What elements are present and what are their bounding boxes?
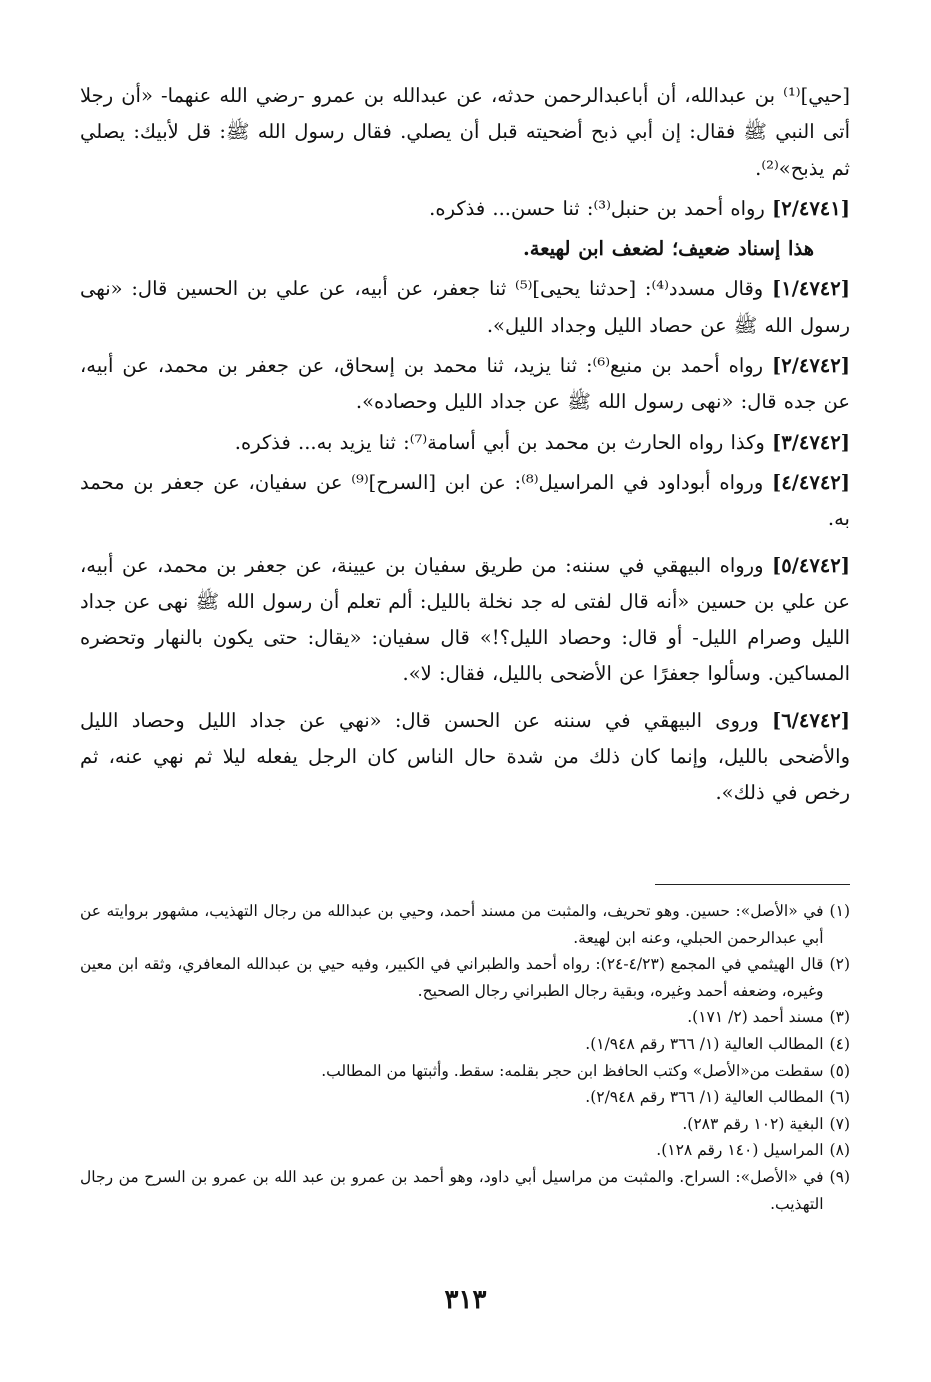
paragraph-text: هذا إسناد ضعيف؛ لضعف ابن لهيعة. — [523, 237, 814, 261]
footnote-text: المراسيل (١٤٠ رقم ١٢٨). — [656, 1141, 824, 1160]
footnote-text: في «الأصل»: حسين. وهو تحريف، والمثبت من مسند أحمد، وحيي بن عبدالله من رجال التهذيب، مشهور بروايته عن أبي عبدالرحمن الحبلي، وعنه ابن لهيعة. — [80, 902, 824, 947]
footnote-number: (٤) — [829, 1034, 850, 1053]
footnote-3 — [80, 1004, 850, 1031]
footnote-text: البغية (١٠٢ رقم ٢٨٣). — [682, 1114, 824, 1133]
hadith-ref: [٣/٤٧٤٢] — [772, 430, 850, 454]
paragraph-2-4742 — [80, 348, 850, 421]
main-text — [80, 78, 850, 812]
paragraph-text: وروى البيهقي في سننه عن الحسن قال: «نهي عن جداد الليل وحصاد الليل والأضحى بالليل، وإنما كان ذلك من شدة حال الناس كان الرجل يفعله ليلا ثم نهي عنه، ثم رخص في ذلك». — [80, 708, 850, 805]
footnote-text: سقطت من«الأصل» وكتب الحافظ ابن حجر بقلمه: سقط. وأثبتها من المطالب. — [321, 1061, 824, 1080]
paragraph-text: رواه أحمد بن حنبل⁽³⁾: ثنا حسن... فذكره. — [429, 196, 765, 220]
paragraph-5-4742 — [80, 548, 850, 693]
footnote-5 — [80, 1058, 850, 1085]
footnote-number: (٩) — [829, 1167, 850, 1186]
footnote-text: مسند أحمد (٢/ ١٧١). — [687, 1008, 824, 1027]
footnote-9 — [80, 1164, 850, 1217]
footnote-text: قال الهيثمي في المجمع (٤/٢٣-٢٤): رواه أحمد والطبراني في الكبير، وفيه حيي بن عبدالله المعافري، وثقه ابن معين وغيره، وضعفه أحمد وغيره، وبقية رجال الطبراني رجال الصحيح. — [80, 955, 824, 1000]
paragraph-text: رواه أحمد بن منيع⁽⁶⁾: ثنا يزيد، ثنا محمد بن إسحاق، عن جعفر بن محمد، عن أبيه، عن جده قال: «نهى رسول الله ﷺ عن جداد الليل وحصاده». — [80, 354, 850, 414]
footnote-2 — [80, 951, 850, 1004]
paragraph-text: ورواه أبوداود في المراسيل⁽⁸⁾: عن ابن [السرح]⁽⁹⁾ عن سفيان، عن جعفر بن محمد به. — [80, 470, 850, 531]
hadith-ref: [٤/٤٧٤٢] — [772, 470, 851, 494]
footnote-number: (٣) — [829, 1008, 850, 1027]
paragraph-text: وقال مسدد⁽⁴⁾: [حدثنا يحيى]⁽⁵⁾ ثنا جعفر، عن أبيه، عن علي بن الحسين قال: «نهى رسول الله ﷺ عن حصاد الليل وجداد الليل». — [80, 277, 850, 337]
footnote-number: (٦) — [829, 1088, 850, 1107]
paragraph-6-4742 — [80, 703, 850, 812]
footnote-8 — [80, 1137, 850, 1164]
footnote-divider — [655, 884, 850, 885]
page-number: ٣١٣ — [444, 1285, 487, 1315]
footnote-1 — [80, 898, 850, 951]
footnote-number: (٧) — [829, 1114, 850, 1133]
paragraph-text: [حيي]⁽¹⁾ بن عبدالله، أن أباعبدالرحمن حدثه، عن عبدالله بن عمرو -رضي الله عنهما- «أن رجلا أتى النبي ﷺ فقال: إن أبي ذبح أضحيته قبل أن يصلي. فقال رسول الله ﷺ: قل لأبيك: يصلي ثم يذبح»⁽²⁾. — [80, 84, 850, 180]
paragraph-text: ورواه البيهقي في سننه: من طريق سفيان بن عيينة، عن جعفر بن محمد، عن أبيه، عن علي بن حسين «أنه قال لفتى له جد نخلة بالليل: ألم تعلم أن رسول الله ﷺ نهى عن جداد الليل وصرام الليل- أو قال: وحصاد الليل؟!» قال سفيان: «يقال: حتى يكون بالنهار وتحضره المساكين. وسألوا جعفرًا عن الأضحى بالليل، فقال: لا». — [80, 553, 850, 686]
footnote-number: (٢) — [829, 955, 850, 974]
hadith-ref: [٢/٤٧٤١] — [772, 196, 850, 220]
hadith-ref: [٥/٤٧٤٢] — [772, 553, 850, 577]
footnotes — [80, 898, 850, 1217]
paragraph-continuation — [80, 78, 850, 187]
footnote-7 — [80, 1111, 850, 1138]
footnote-4 — [80, 1031, 850, 1058]
paragraph-2-4741 — [80, 191, 850, 227]
hadith-ref: [١/٤٧٤٢] — [772, 277, 850, 301]
footnote-text: المطالب العالية (١/ ٣٦٦ رقم ١/٩٤٨). — [585, 1034, 824, 1053]
footnote-number: (٥) — [829, 1061, 850, 1080]
paragraph-3-4742 — [80, 425, 850, 461]
paragraph-4-4742 — [80, 465, 850, 538]
footnote-text: في «الأصل»: السراح. والمثبت من مراسيل أبي داود، وهو أحمد بن عمرو بن عبد الله بن عمرو بن السرح من رجال التهذيب. — [80, 1167, 824, 1213]
hadith-ref: [٦/٤٧٤٢] — [772, 708, 851, 732]
footnote-6 — [80, 1084, 850, 1111]
hadith-ref: [٢/٤٧٤٢] — [772, 354, 850, 378]
footnote-text: المطالب العالية (١/ ٣٦٦ رقم ٢/٩٤٨). — [585, 1088, 824, 1107]
paragraph-text: وكذا رواه الحارث بن محمد بن أبي أسامة⁽⁷⁾: ثنا يزيد به... فذكره. — [234, 430, 765, 454]
paragraph-isnad-grade — [80, 231, 850, 267]
footnote-number: (١) — [829, 902, 850, 920]
footnote-number: (٨) — [829, 1141, 850, 1160]
paragraph-1-4742 — [80, 271, 850, 344]
page-body — [80, 78, 851, 1213]
